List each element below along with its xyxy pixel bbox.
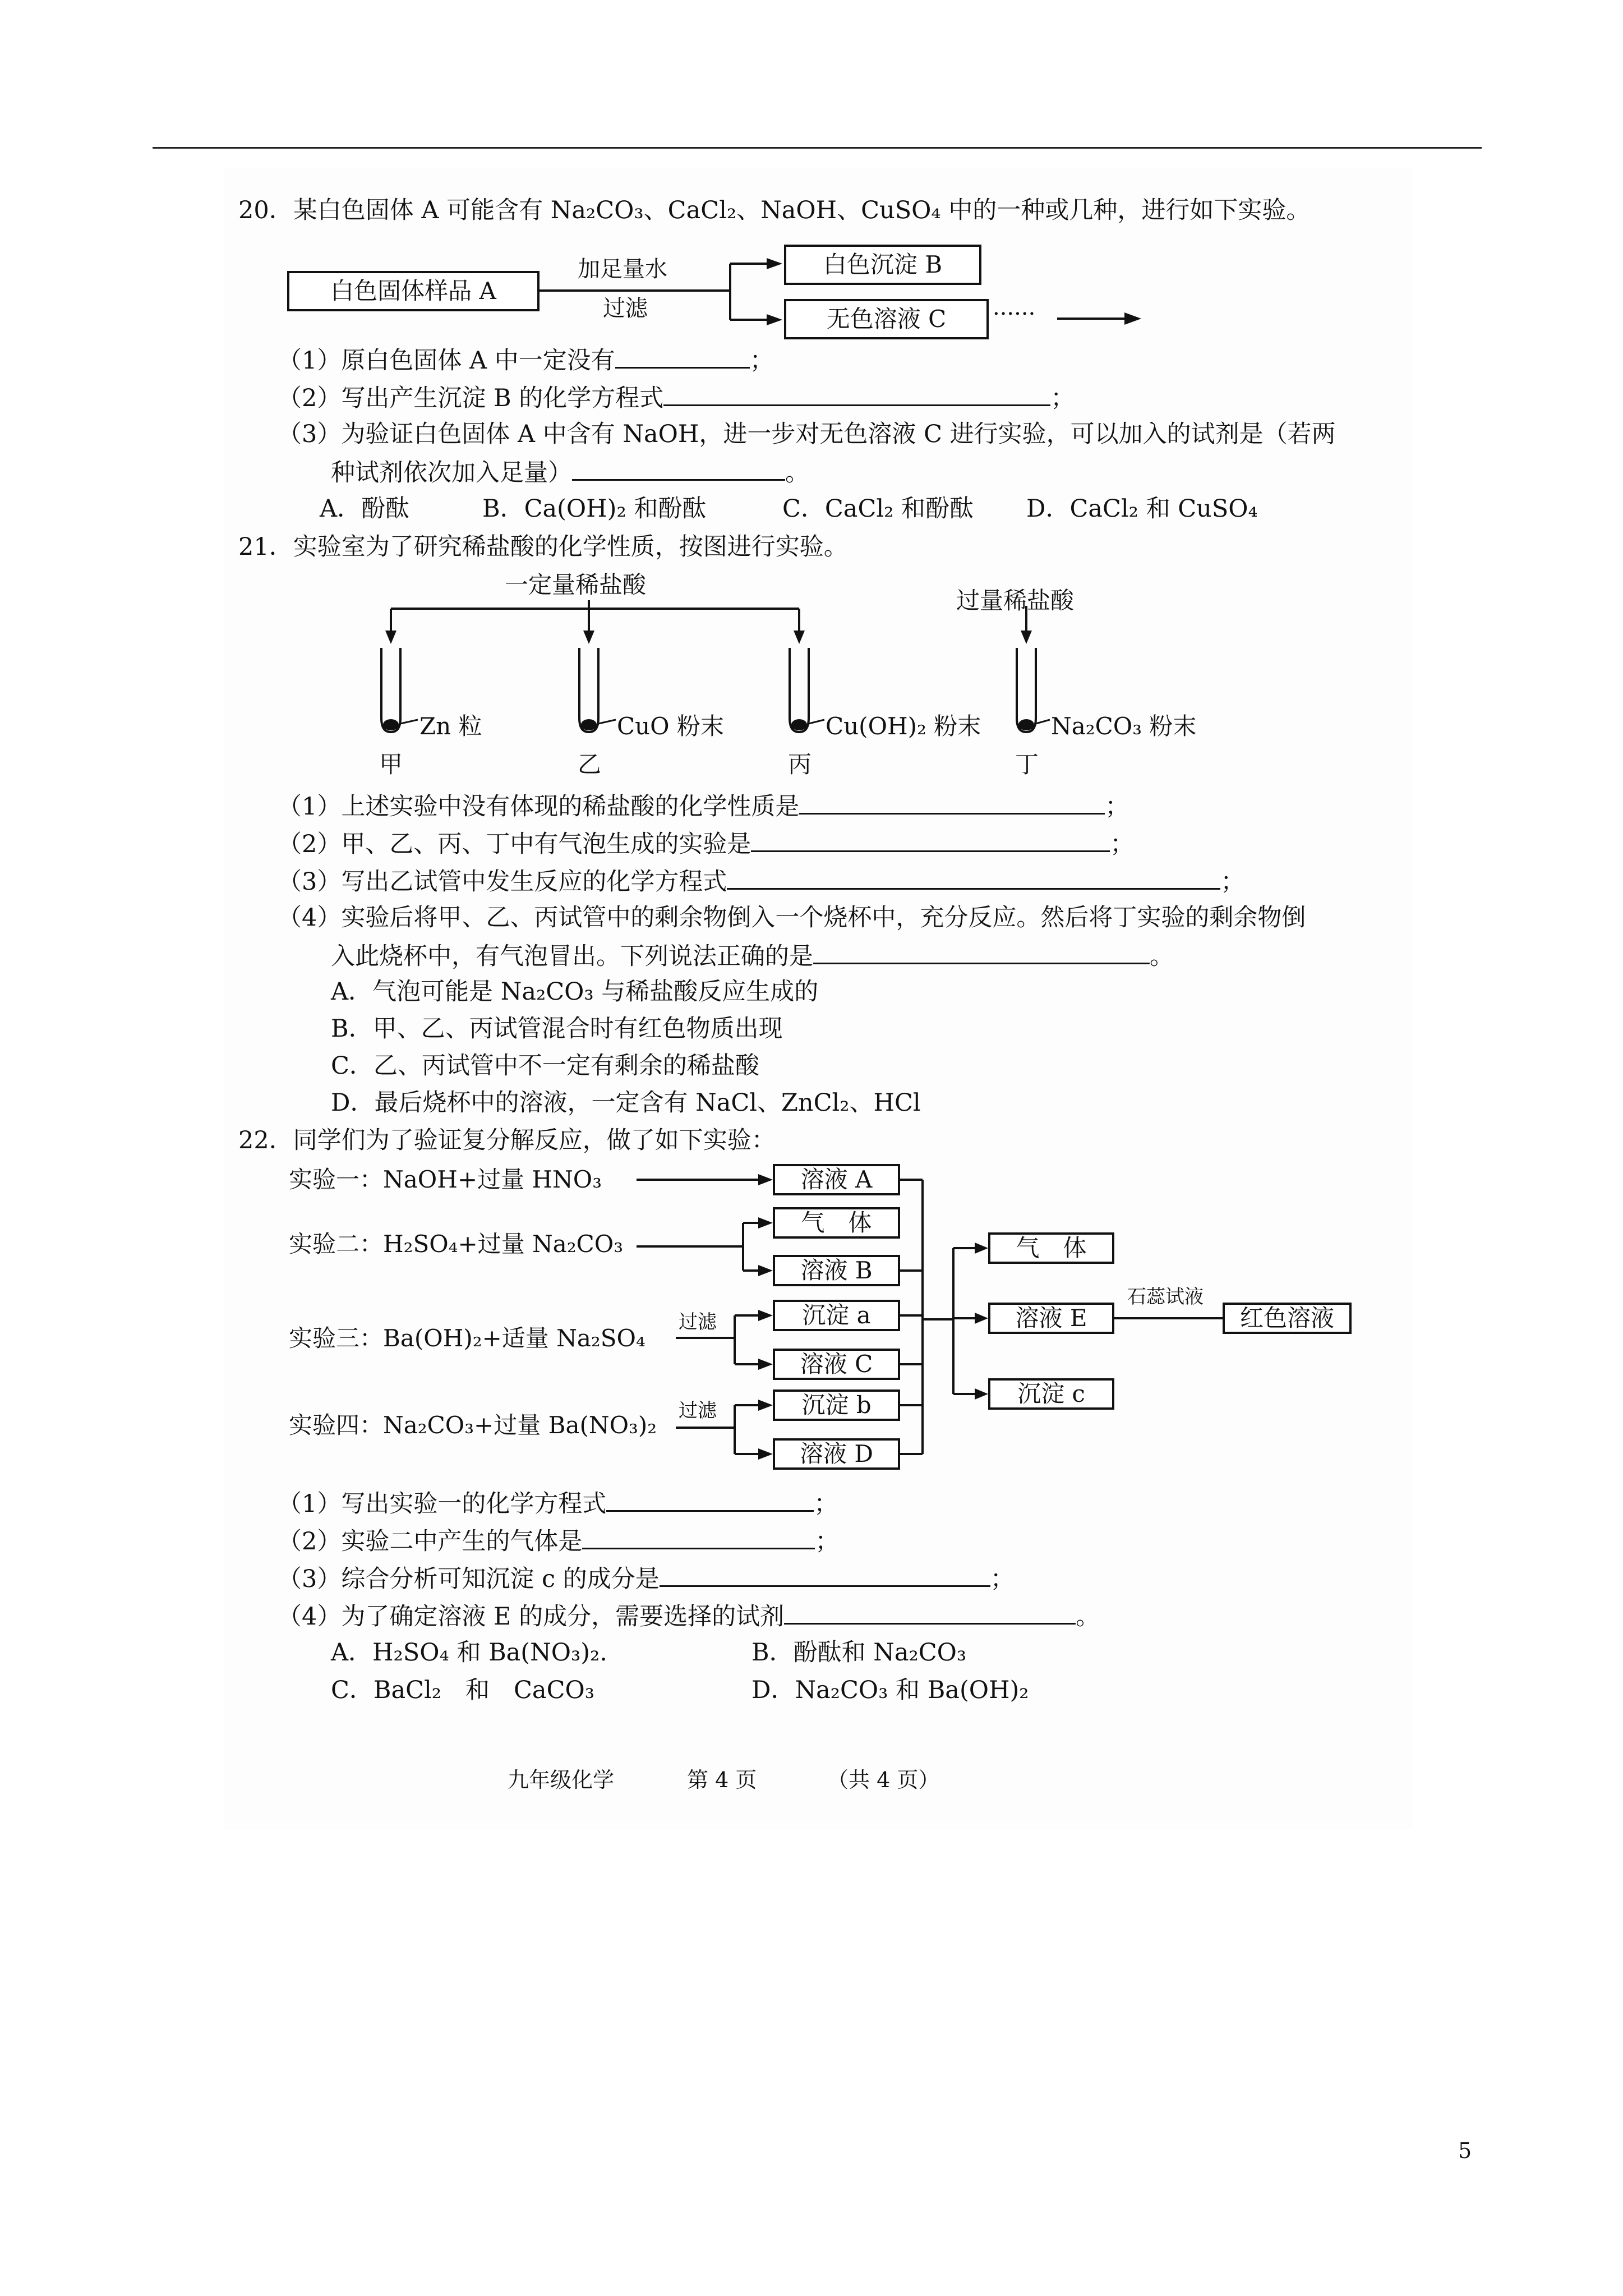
q22-part4: （4）为了确定溶液 E 的成分，需要选择的试剂 。 <box>278 1598 1100 1634</box>
experiment-2: 实验二：H₂SO₄+过量 Na₂CO₃ <box>289 1230 624 1258</box>
q22-part2: （2）实验二中产生的气体是 ； <box>278 1523 839 1558</box>
continuation-dots: ······ <box>993 301 1036 327</box>
q20-option-d: D．CaCl₂ 和 CuSO₄ <box>1026 495 1258 523</box>
q20-part3-line2: 种试剂依次加入足量） 。 <box>331 454 809 490</box>
q22-part3: （3）综合分析可知沉淀 c 的成分是 ； <box>278 1561 1015 1596</box>
page-number: 5 <box>1458 2138 1472 2163</box>
precipitate-c-box <box>988 1378 1114 1410</box>
reagent-excess-hcl: 过量稀盐酸 <box>956 587 1075 614</box>
q20-stem: 20．某白色固体 A 可能含有 Na₂CO₃、CaCl₂、NaOH、CuSO₄ 中的一种或几种，进行如下实验。 <box>238 196 1311 224</box>
solution-d-label: 溶液 D <box>799 1440 874 1467</box>
q20-option-c: C．CaCl₂ 和酚酞 <box>782 495 974 523</box>
footer-subject: 九年级化学 <box>508 1768 615 1792</box>
gas-label-1: 气 体 <box>801 1209 872 1236</box>
q22-option-d: D．Na₂CO₃ 和 Ba(OH)₂ <box>751 1676 1029 1704</box>
q20-option-b: B．Ca(OH)₂ 和酚酞 <box>482 495 707 523</box>
solution-a-label: 溶液 A <box>800 1166 873 1193</box>
q21-part4-line2: 入此烧杯中，有气泡冒出。下列说法正确的是 。 <box>331 938 1174 973</box>
solution-e-box <box>988 1303 1114 1334</box>
precipitate-a-label: 沉淀 a <box>802 1301 871 1329</box>
gas-box-1 <box>773 1207 900 1239</box>
tube-yi-name: 乙 <box>578 751 602 778</box>
tube-jia-name: 甲 <box>379 751 403 778</box>
q21-option-b: B．甲、乙、丙试管混合时有红色物质出现 <box>331 1015 783 1043</box>
white-precipitate-b-label: 白色沉淀 B <box>823 251 943 278</box>
solution-c-label: 溶液 C <box>800 1350 873 1378</box>
q22-stem: 22．同学们为了验证复分解反应，做了如下实验： <box>238 1126 776 1154</box>
q21-part1: （1）上述实验中没有体现的稀盐酸的化学性质是 ； <box>278 788 1129 823</box>
gas-box-2 <box>988 1232 1114 1264</box>
tube-bing-name: 丙 <box>788 751 812 778</box>
experiment-3: 实验三：Ba(OH)₂+适量 Na₂SO₄ <box>289 1324 645 1352</box>
q20-part1: （1）原白色固体 A 中一定没有 ； <box>278 342 774 378</box>
sample-a-label: 白色固体样品 A <box>330 277 496 305</box>
q22-part1: （1）写出实验一的化学方程式 ； <box>278 1485 838 1521</box>
q21-option-d: D．最后烧杯中的溶液，一定含有 NaCl、ZnCl₂、HCl <box>331 1089 921 1117</box>
add-water-label: 加足量水 <box>578 256 667 282</box>
gas-label-2: 气 体 <box>1016 1234 1087 1262</box>
q21-part4-line1: （4）实验后将甲、乙、丙试管中的剩余物倒入一个烧杯中，充分反应。然后将丁实验的剩余物倒 <box>278 904 1306 932</box>
q22-option-b: B．酚酞和 Na₂CO₃ <box>751 1639 967 1667</box>
litmus-label: 石蕊试液 <box>1127 1286 1204 1308</box>
filter-label-exp3: 过滤 <box>679 1311 717 1333</box>
footer-page: 第 4 页 <box>687 1768 757 1792</box>
q22-option-c: C．BaCl₂ 和 CaCO₃ <box>331 1676 594 1704</box>
solution-c-box <box>773 1349 900 1380</box>
red-solution-label: 红色溶液 <box>1239 1304 1334 1332</box>
q20-part3-line1: （3）为验证白色固体 A 中含有 NaOH，进一步对无色溶液 C 进行实验，可以加入的试剂是（若两 <box>278 420 1336 448</box>
q21-option-a: A．气泡可能是 Na₂CO₃ 与稀盐酸反应生成的 <box>331 978 819 1006</box>
tube-jia-content: Zn 粒 <box>419 712 482 740</box>
precipitate-b-label: 沉淀 b <box>801 1391 872 1419</box>
experiment-4: 实验四：Na₂CO₃+过量 Ba(NO₃)₂ <box>289 1411 657 1439</box>
solution-b-label: 溶液 B <box>800 1257 873 1284</box>
q21-part2: （2）甲、乙、丙、丁中有气泡生成的实验是 ； <box>278 826 1134 861</box>
solution-a-box <box>773 1164 900 1195</box>
footer-total: （共 4 页） <box>827 1768 940 1792</box>
solution-b-box <box>773 1255 900 1286</box>
q21-stem: 21．实验室为了研究稀盐酸的化学性质，按图进行实验。 <box>238 533 848 561</box>
precipitate-c-label: 沉淀 c <box>1017 1380 1085 1407</box>
q20-part2: （2）写出产生沉淀 B 的化学方程式 ； <box>278 380 1075 415</box>
tube-bing-content: Cu(OH)₂ 粉末 <box>826 712 981 740</box>
q22-option-a: A．H₂SO₄ 和 Ba(NO₃)₂. <box>331 1639 607 1667</box>
filter-label: 过滤 <box>603 296 648 321</box>
q21-option-c: C．乙、丙试管中不一定有剩余的稀盐酸 <box>331 1052 759 1080</box>
experiment-1: 实验一：NaOH+过量 HNO₃ <box>289 1166 602 1193</box>
colorless-solution-c-label: 无色溶液 C <box>826 305 947 333</box>
filter-label-exp4: 过滤 <box>679 1400 717 1422</box>
solution-d-box <box>773 1438 900 1470</box>
solution-e-label: 溶液 E <box>1015 1304 1087 1332</box>
tube-ding-content: Na₂CO₃ 粉末 <box>1051 712 1197 740</box>
red-solution-box <box>1223 1303 1352 1334</box>
tube-yi-content: CuO 粉末 <box>617 712 724 740</box>
tube-ding-name: 丁 <box>1015 751 1039 778</box>
q21-part3: （3）写出乙试管中发生反应的化学方程式 ； <box>278 863 1244 899</box>
precipitate-a-box <box>773 1300 900 1331</box>
reagent-dilute-hcl-fixed: 一定量稀盐酸 <box>505 571 647 599</box>
q20-option-a: A．酚酞 <box>320 495 410 523</box>
precipitate-b-box <box>773 1389 900 1421</box>
